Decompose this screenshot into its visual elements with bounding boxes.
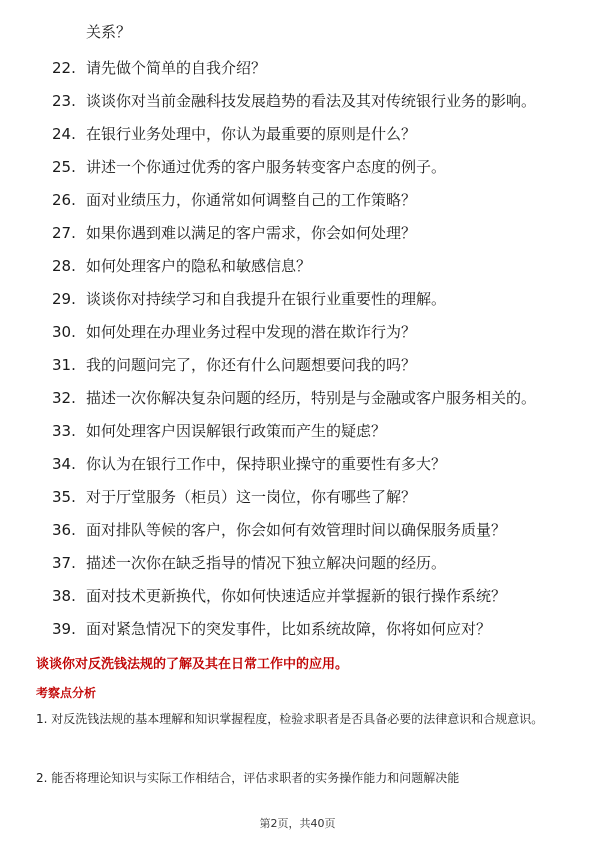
question-text: 描述一次你解决复杂问题的经历，特别是与金融或客户服务相关的。: [86, 389, 537, 407]
question-item: [52, 355, 562, 376]
question-number: 25.: [52, 158, 76, 176]
question-number: 32.: [52, 389, 76, 407]
question-text: 面对技术更新换代，你如何快速适应并掌握新的银行操作系统？: [86, 587, 507, 605]
question-number: 35.: [52, 488, 76, 506]
question-item: [52, 586, 562, 607]
question-text: 面对业绩压力，你通常如何调整自己的工作策略？: [86, 191, 417, 209]
question-text: 在银行业务处理中，你认为最重要的原则是什么？: [86, 125, 417, 143]
question-item: [52, 289, 562, 310]
question-number: 36.: [52, 521, 76, 539]
question-item: [52, 256, 562, 277]
question-item: [52, 388, 562, 409]
question-text: 如何处理在办理业务过程中发现的潜在欺诈行为？: [86, 323, 417, 341]
question-number: 37.: [52, 554, 76, 572]
question-text: 你认为在银行工作中，保持职业操守的重要性有多大？: [86, 455, 447, 473]
question-text: 如果你遇到难以满足的客户需求，你会如何处理？: [86, 224, 417, 242]
question-item: [52, 223, 562, 244]
question-list: [52, 58, 562, 652]
question-number: 31.: [52, 356, 76, 374]
question-number: 23.: [52, 92, 76, 110]
question-item: [52, 322, 562, 343]
question-item: [52, 619, 562, 640]
analysis-paragraph: 2. 能否将理论知识与实际工作相结合，评估求职者的实务操作能力和问题解决能: [36, 771, 460, 785]
analysis-paragraph: 1. 对反洗钱法规的基本理解和知识掌握程度，检验求职者是否具备必要的法律意识和合规意识。: [36, 712, 544, 726]
question-item: [52, 190, 562, 211]
page-footer: 第2页，共40页: [259, 817, 336, 830]
section-heading: 谈谈你对反洗钱法规的了解及其在日常工作中的应用。: [36, 657, 349, 672]
question-text: 谈谈你对持续学习和自我提升在银行业重要性的理解。: [86, 290, 447, 308]
question-item: [52, 124, 562, 145]
question-number: 38.: [52, 587, 76, 605]
question-number: 30.: [52, 323, 76, 341]
question-item: [52, 520, 562, 541]
question-number: 27.: [52, 224, 76, 242]
question-text: 面对排队等候的客户，你会如何有效管理时间以确保服务质量？: [86, 521, 507, 539]
question-text: 面对紧急情况下的突发事件，比如系统故障，你将如何应对？: [86, 620, 492, 638]
question-continuation: 关系？: [86, 23, 132, 41]
question-number: 39.: [52, 620, 76, 638]
question-number: 28.: [52, 257, 76, 275]
question-text: 谈谈你对当前金融科技发展趋势的看法及其对传统银行业务的影响。: [86, 92, 537, 110]
question-text: 讲述一个你通过优秀的客户服务转变客户态度的例子。: [86, 158, 447, 176]
question-text: 对于厅堂服务（柜员）这一岗位，你有哪些了解？: [86, 488, 417, 506]
question-text: 如何处理客户因误解银行政策而产生的疑虑？: [86, 422, 387, 440]
analysis-heading: 考察点分析: [36, 686, 97, 700]
question-item: [52, 58, 562, 79]
question-text: 如何处理客户的隐私和敏感信息？: [86, 257, 312, 275]
question-number: 33.: [52, 422, 76, 440]
question-number: 26.: [52, 191, 76, 209]
question-text: 请先做个简单的自我介绍？: [86, 59, 267, 77]
question-number: 24.: [52, 125, 76, 143]
question-text: 描述一次你在缺乏指导的情况下独立解决问题的经历。: [86, 554, 447, 572]
question-item: [52, 553, 562, 574]
question-item: [52, 421, 562, 442]
question-number: 29.: [52, 290, 76, 308]
question-text: 我的问题问完了，你还有什么问题想要问我的吗？: [86, 356, 417, 374]
question-number: 34.: [52, 455, 76, 473]
question-item: [52, 157, 562, 178]
question-item: [52, 91, 562, 112]
question-item: [52, 487, 562, 508]
question-number: 22.: [52, 59, 76, 77]
question-item: [52, 454, 562, 475]
